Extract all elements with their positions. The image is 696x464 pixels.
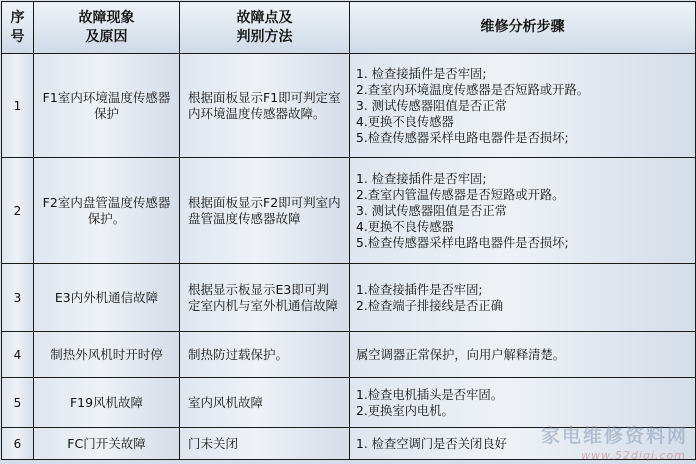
table-row xyxy=(2,378,696,428)
step-line: 2.查室内环境温度传感器是否短路或开路。 xyxy=(356,82,590,97)
steps-cell xyxy=(350,158,696,264)
fault-cell: F19风机故障 xyxy=(34,378,180,428)
step-line: 5.检查传感器采样电路电器件是否损坏; xyxy=(356,130,569,145)
watermark-url: www.52diqi.com xyxy=(581,449,686,462)
watermark-logo: 家电维修资料网 xyxy=(540,425,688,447)
header-fault-line2: 及原因 xyxy=(85,28,128,45)
fault-point-cell: 室内风机故障 xyxy=(180,378,350,428)
fault-cell: F1室内环境温度传感器保护 xyxy=(34,54,180,158)
step-line: 2.查室内管温传感器是否短路或开路。 xyxy=(356,187,565,202)
step-line: 4.更换不良传感器 xyxy=(356,219,454,234)
header-row xyxy=(2,2,696,54)
step-line: 1.检查电机插头是否牢固。 xyxy=(356,387,503,402)
header-no-line2: 号 xyxy=(10,28,25,45)
row-number: 6 xyxy=(2,428,34,460)
step-line: 2.更换室内电机。 xyxy=(356,403,454,418)
table-row xyxy=(2,332,696,378)
header-fault-line1: 故障现象 xyxy=(78,9,135,26)
table-row xyxy=(2,158,696,264)
step-line: 1. 检查接插件是否牢固; xyxy=(356,171,487,186)
step-line: 属空调器正常保护，向用户解释清楚。 xyxy=(356,347,566,362)
header-point-line2: 判别方法 xyxy=(236,28,293,45)
step-line: 3. 测试传感器阻值是否正常 xyxy=(356,98,507,113)
steps-cell xyxy=(350,264,696,332)
step-line: 1.检查接插件是否牢固; xyxy=(356,282,483,297)
header-point-line1: 故障点及 xyxy=(236,9,293,26)
table-row xyxy=(2,264,696,332)
row-number: 1 xyxy=(2,54,34,158)
fault-point-cell: 根据面板显示F1即可判定室内环境温度传感器故障。 xyxy=(180,54,350,158)
steps-cell xyxy=(350,378,696,428)
step-line: 1. 检查接插件是否牢固; xyxy=(356,66,487,81)
row-number: 3 xyxy=(2,264,34,332)
header-no xyxy=(2,2,34,54)
fault-point-cell: 门未关闭 xyxy=(180,428,350,460)
steps-cell xyxy=(350,54,696,158)
row-number: 2 xyxy=(2,158,34,264)
fault-cell: 制热外风机时开时停 xyxy=(34,332,180,378)
row-number: 4 xyxy=(2,332,34,378)
fault-point-cell: 根据面板显示F2即可判室内盘管温度传感器故障 xyxy=(180,158,350,264)
row-number: 5 xyxy=(2,378,34,428)
steps-cell xyxy=(350,332,696,378)
step-line: 1. 检查空调门是否关闭良好 xyxy=(356,436,507,451)
header-point xyxy=(180,2,350,54)
fault-point-cell: 制热防过载保护。 xyxy=(180,332,350,378)
fault-table xyxy=(1,1,696,460)
header-no-line1: 序 xyxy=(10,9,25,26)
fault-cell: F2室内盘管温度传感器保护。 xyxy=(34,158,180,264)
step-line: 4.更换不良传感器 xyxy=(356,114,454,129)
step-line: 5.检查传感器采样电路电器件是否损坏; xyxy=(356,235,569,250)
header-steps: 维修分析步骤 xyxy=(350,2,696,54)
table-row xyxy=(2,54,696,158)
fault-point-cell: 根据显示板显示E3即可判定室内机与室外机通信故障 xyxy=(180,264,350,332)
fault-cell: FC门开关故障 xyxy=(34,428,180,460)
step-line: 3. 测试传感器阻值是否正常 xyxy=(356,203,507,218)
fault-cell: E3内外机通信故障 xyxy=(34,264,180,332)
header-fault xyxy=(34,2,180,54)
step-line: 2.检查端子排接线是否正确 xyxy=(356,298,503,313)
